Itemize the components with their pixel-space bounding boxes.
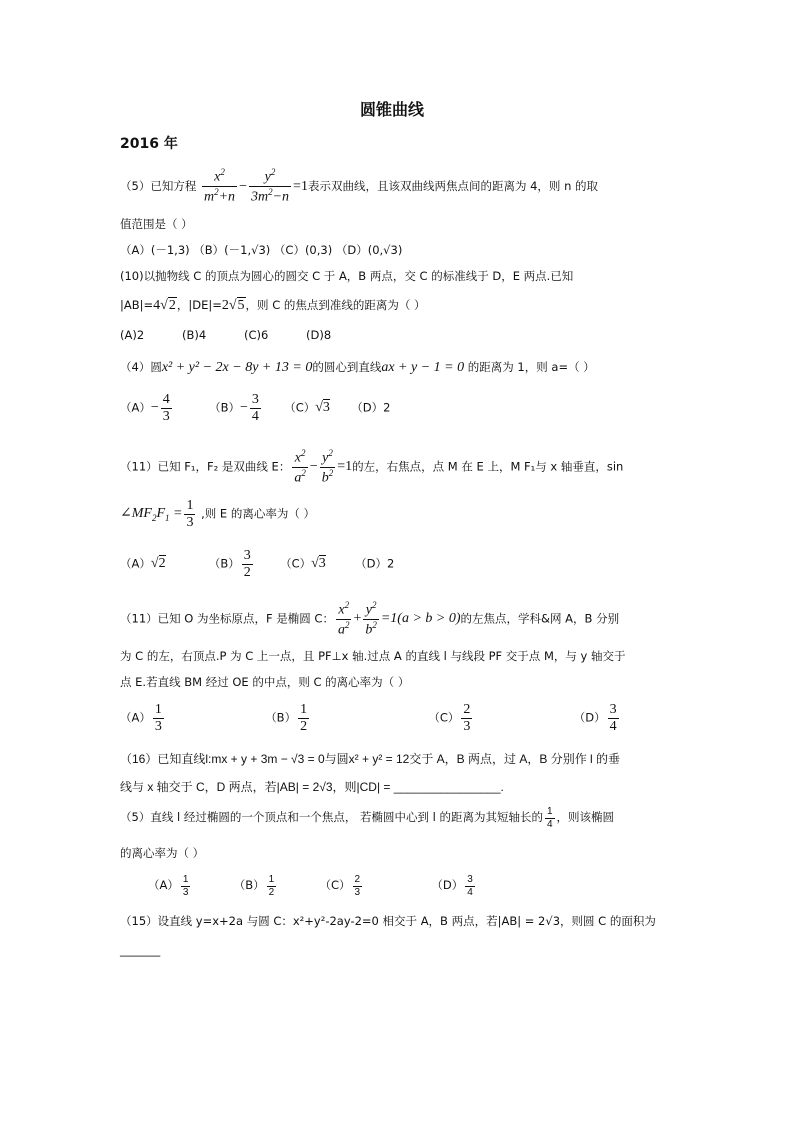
q5-line3: 点 E.若直线 BM 经过 OE 的中点，则 C 的离心率为（ ） [120,675,410,689]
q7-option-c-value: $\frac{2}{3}$ [354,874,361,898]
q7-option-a-label: （A） [148,878,179,893]
q8-line1: （15）设直线 y=x+2a 与圆 C：x²+y²-2ay-2=0 相交于 A，B 两点，若|AB| = 2√3，则圆 C 的面积为 [120,914,656,928]
q3-option-c-value: √3 [315,400,330,416]
q1-suffix: 表示双曲线，且该双曲线两焦点间的距离为 4，则 n 的取 [307,178,599,193]
question-5-hyperbola: （5）已知方程 $\frac{x^2}{m^2+n}$ − $\frac{y^2}{3m^2-n}$ =1表示双曲线，且该双曲线两焦点间的距离为 4，则 n 的取 [120,167,599,205]
q4-options [120,548,394,581]
q3-option-a-label: （A） [120,400,151,415]
q5-option-d-label: （D） [573,710,606,725]
q2-option-d: (D)8 [306,328,332,342]
q4-fraction-2: $\frac{y^2}{b^2}$ [321,448,334,486]
q7-option-d-label: （D） [431,878,464,893]
q6-line2: 线与 x 轴交于 C，D 两点，若|AB| = 2√3，则|CD| = ________________. [120,780,504,794]
q4-suffix: 的左，右焦点，点 M 在 E 上，M F₁与 x 轴垂直，sin [352,459,624,474]
q5-fraction-2: $\frac{y^2}{b^2}$ [365,600,377,638]
q7-line2: 的离心率为（ ） [120,846,205,860]
q3-line1 [120,360,595,377]
q4-line2 [120,498,315,531]
q7-options [148,874,477,898]
q1-fraction-2: $\frac{y^2}{3m^2-n}$ [250,167,290,205]
q2-ab-label: |AB|= [120,298,154,312]
q3-options: （A）− $\frac{4}{3}$ （B）− $\frac{3}{4}$ （C）√3 （D）2 [120,392,391,425]
q3-option-b-label: （B） [209,400,240,415]
q2-option-a: (A)2 [120,328,145,342]
q1-line2: 值范围是（ ） [120,217,193,231]
q6-line1: （16）已知直线l:mx + y + 3m − √3 = 0与圆x² + y² = 12交于 A，B 两点，过 A，B 分别作 l 的垂 [120,752,621,766]
q5-line1: （11）已知 O 为坐标原点，F 是椭圆 C： $\frac{x^2}{a^2}$ + $\frac{y^2}{b^2}$ =1(a > b > 0)的左焦点，学科&网 A，B 分别 [120,600,620,638]
q2-de-value: 2√5 [221,298,245,313]
q5-option-c-value: $\frac{2}{3}$ [463,702,471,735]
q3-suffix: 的距离为 1，则 a=（ ） [467,360,595,374]
q5-option-a-value: $\frac{1}{3}$ [154,702,162,735]
q4-option-d: （D）2 [355,556,395,571]
q2-options [120,329,331,343]
q7-option-b-label: （B） [233,878,265,893]
q4-option-c-label: （C） [280,556,312,571]
q7-prefix: （5）直线 l 经过椭圆的一个顶点和一个焦点， 若椭圆中心到 l 的距离为其短轴长的 [120,810,543,825]
q5-prefix: （11）已知 O 为坐标原点，F 是椭圆 C： [120,611,334,626]
q3-mid: 的圆心到直线 [312,360,382,374]
q3-option-d: （D）2 [351,400,391,415]
page-title: 圆锥曲线 [360,100,425,119]
q4-angle-value: $\frac{1}{3}$ [186,498,194,531]
q4-option-a-label: （A） [120,556,151,571]
q5-option-a-label: （A） [120,710,151,725]
q2-ab-value: 4√2 [153,298,176,313]
q7-option-b-value: $\frac{1}{2}$ [268,874,275,898]
q5-option-d-value: $\frac{3}{4}$ [609,702,617,735]
q4-fraction-1: $\frac{x^2}{a^2}$ [294,448,306,486]
q2-line1: (10)以抛物线 C 的顶点为圆心的圆交 C 于 A，B 两点，交 C 的标准线于 D，E 两点.已知 [120,269,574,283]
q5-option-c-label: （C） [428,710,460,725]
q5-line2: 为 C 的左，右顶点.P 为 C 上一点，且 PF⊥x 轴.过点 A 的直线 l 与线段 PF 交于点 M，与 y 轴交于 [120,649,626,663]
q3-option-c-label: （C） [284,400,316,415]
q7-option-d-value: $\frac{3}{4}$ [467,874,473,898]
q5-options [120,702,621,735]
q4-line2-suffix: ,则 E 的离心率为（ ） [201,506,316,521]
q8-line2: _______ [120,943,161,957]
q5-suffix: 的左焦点，学科&网 A，B 分别 [460,611,620,626]
q3-circle-equation: x² + y² − 2x − 8y + 13 = 0 [161,360,313,375]
q1-prefix: （5）已知方程 [120,178,197,193]
q4-option-b-value: $\frac{3}{2}$ [243,548,251,581]
q7-fraction: $\frac{1}{4}$ [546,806,553,830]
q1-fraction-1: $\frac{x^2}{m^2+n}$ [203,167,236,205]
q4-option-c-value: √3 [311,556,326,572]
q2-option-b: (B)4 [182,328,207,342]
q7-line1 [120,806,614,830]
q2-de-label: ，|DE|= [176,298,222,312]
q5-option-b-label: （B） [265,710,297,725]
q2-line2 [120,298,426,315]
q3-prefix: （4）圆 [120,360,162,374]
q1-options: （A）(－1,3) （B）(－1,√3) （C）(0,3) （D）(0,√3) [120,243,403,257]
q4-angle: $\angle MF_2F_1$ = [120,505,183,523]
q7-suffix: ，则该椭圆 [556,810,615,825]
q3-option-b-value: $\frac{3}{4}$ [251,392,259,425]
q3-line-equation: ax + y − 1 = 0 [381,360,465,375]
year-heading: 2016 年 [120,136,178,152]
q7-option-c-label: （C） [319,878,351,893]
q3-option-a-value: $\frac{4}{3}$ [162,392,170,425]
q5-option-b-value: $\frac{1}{2}$ [300,702,308,735]
q4-prefix: （11）已知 F₁，F₂ 是双曲线 E： [120,459,291,474]
q7-option-a-value: $\frac{1}{3}$ [182,874,189,898]
q4-line1: （11）已知 F₁，F₂ 是双曲线 E： $\frac{x^2}{a^2}$ − $\frac{y^2}{b^2}$ =1的左，右焦点，点 M 在 E 上，M F₁与 x 轴垂直，sin [120,448,624,486]
q2-suffix: ，则 C 的焦点到准线的距离为（ ） [245,298,426,312]
q5-fraction-1: $\frac{x^2}{a^2}$ [337,600,350,638]
q2-option-c: (C)6 [244,328,269,342]
q4-option-a-value: √2 [150,556,166,572]
q4-option-b-label: （B） [208,556,240,571]
q5-condition: =1(a > b > 0) [380,610,461,626]
